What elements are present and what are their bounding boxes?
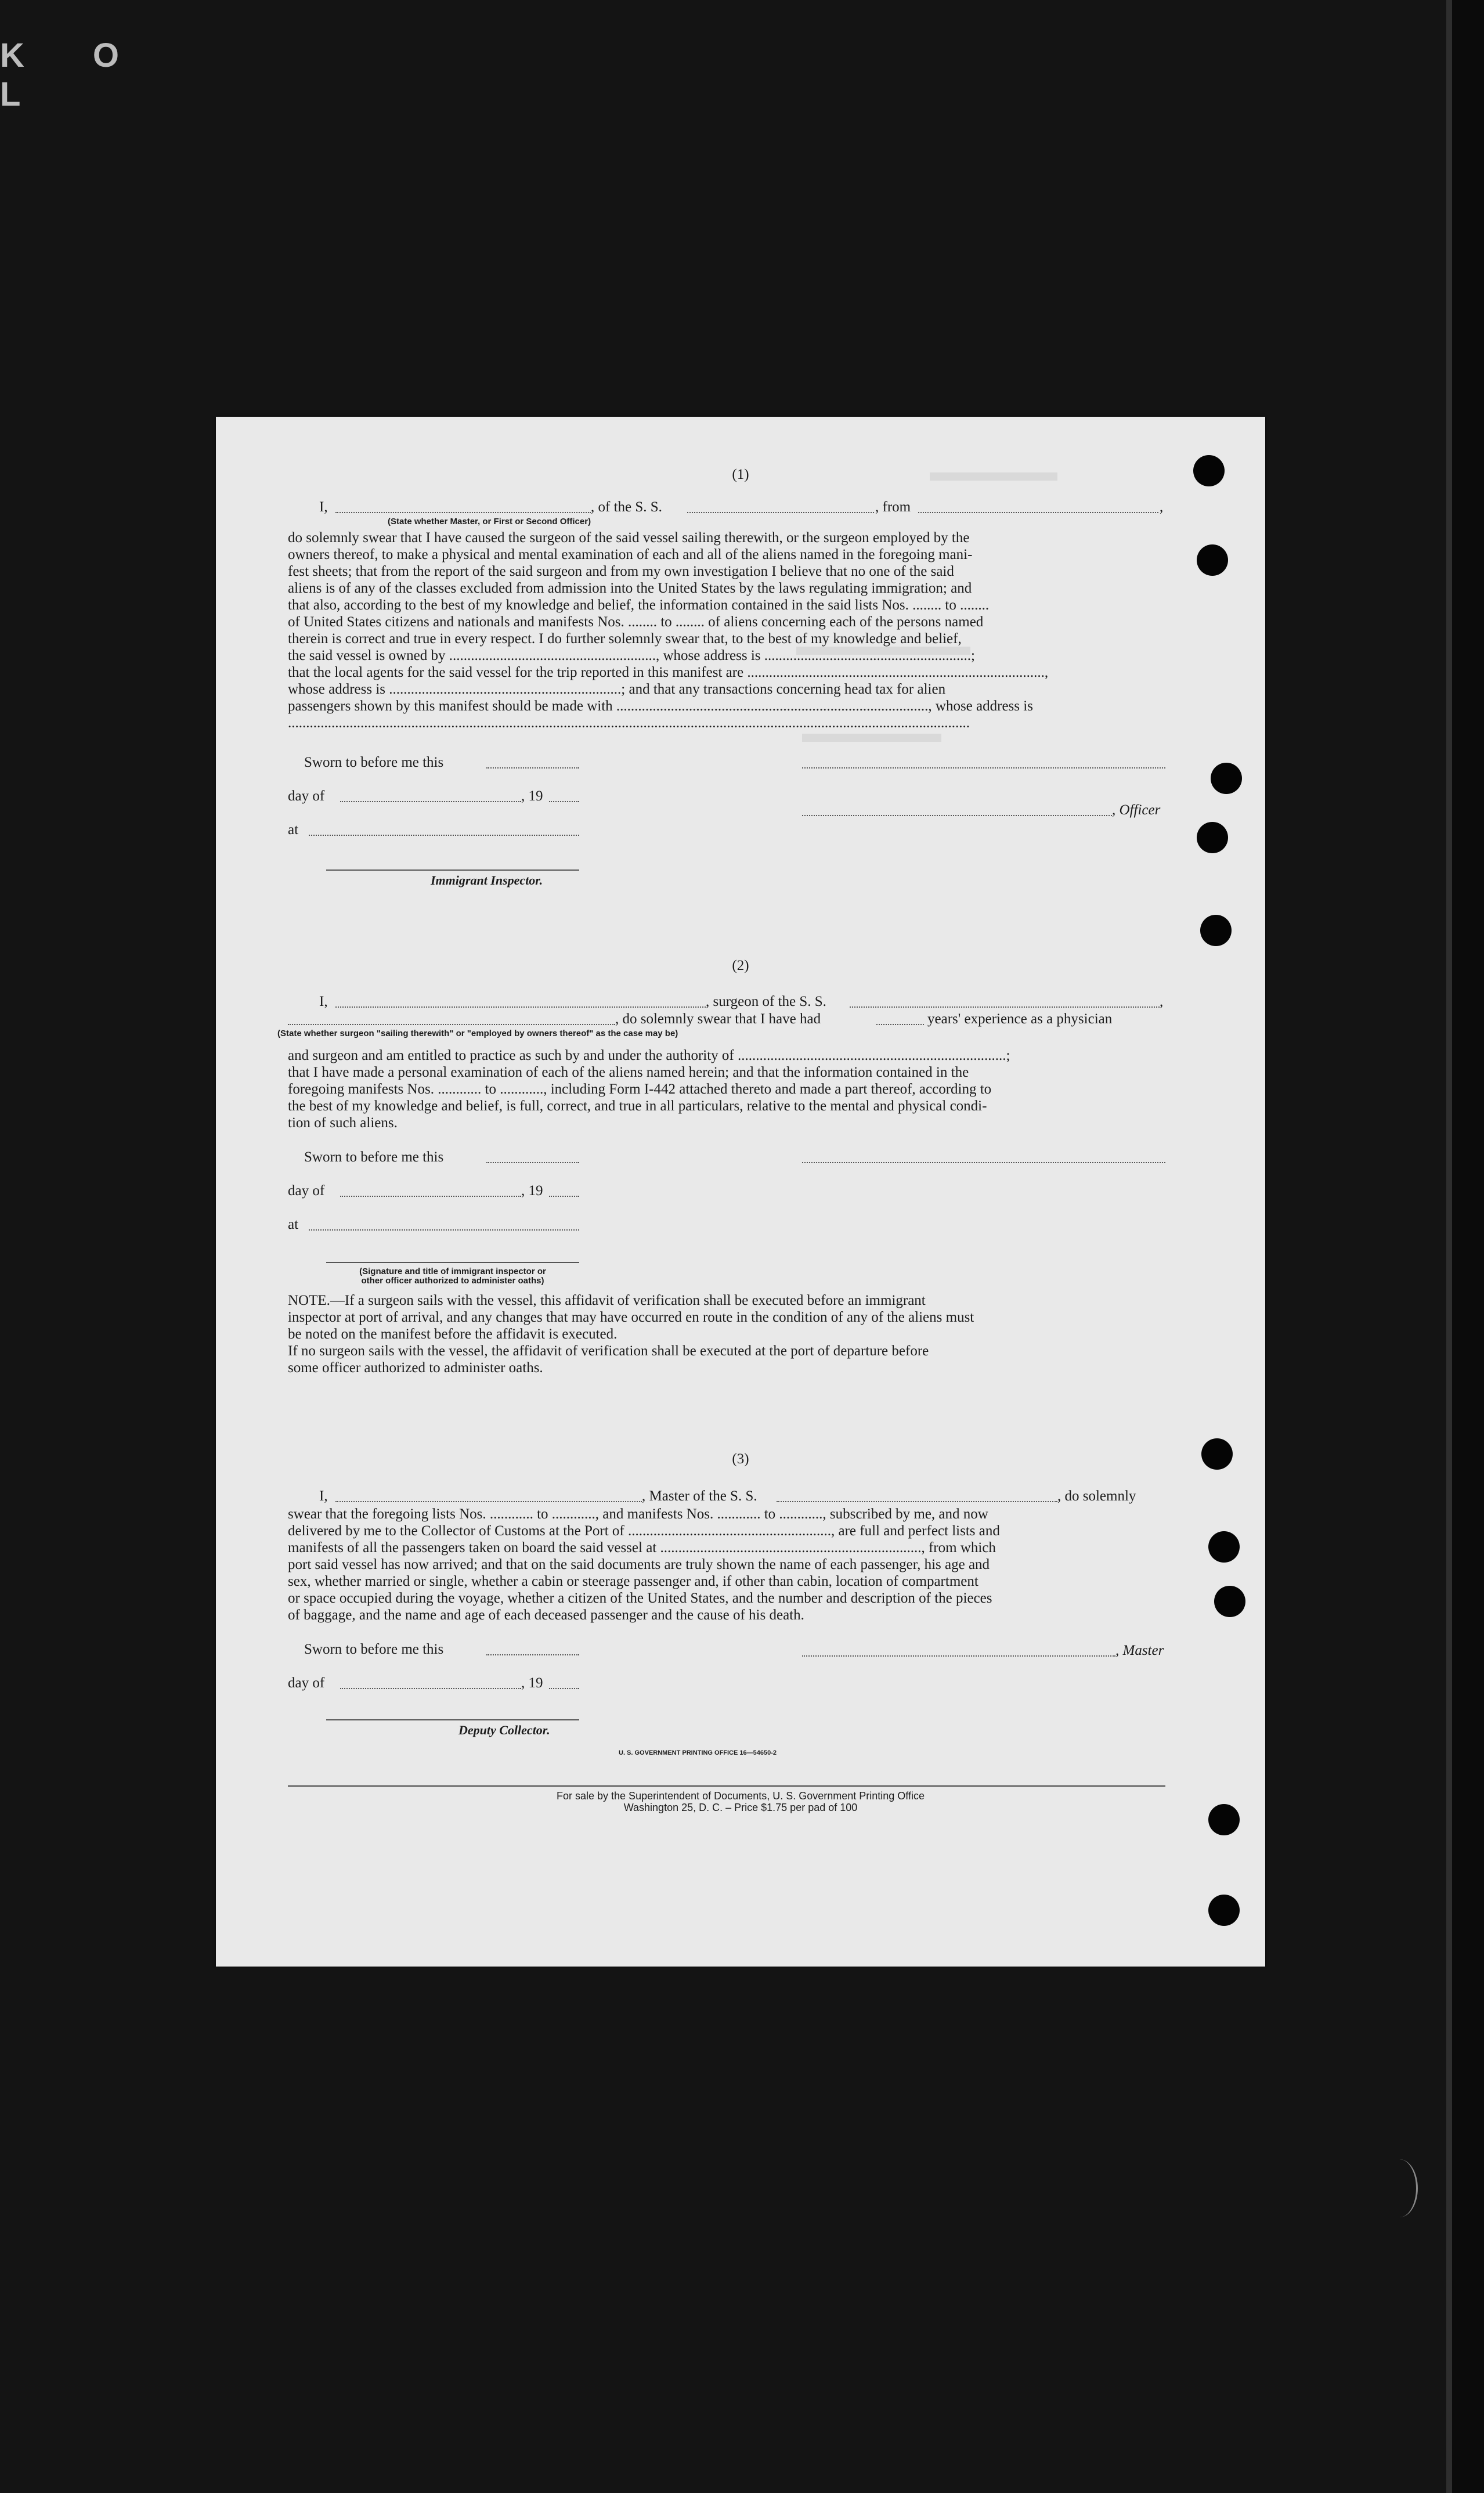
body-line: tion of such aliens.	[288, 1115, 398, 1131]
punch-hole	[1214, 1586, 1245, 1617]
punch-hole	[1211, 763, 1242, 794]
section-number: (1)	[732, 467, 749, 482]
inspector-signature-line	[326, 870, 579, 871]
section1-body	[288, 529, 1165, 731]
year-blank	[549, 801, 579, 802]
signature-caption-line1: (Signature and title of immigrant inspector or	[359, 1267, 546, 1276]
year-label: , 19	[521, 1675, 543, 1691]
body-line: the said vessel is owned by ........................................................., whose address is .........................................................;	[288, 648, 975, 663]
body-line: therein is correct and true in every respect. I do further solemnly swear that, to the best of my knowledge and belief,	[288, 631, 962, 647]
film-strip	[1446, 0, 1452, 2493]
note-line: NOTE.—If a surgeon sails with the vessel, this affidavit of verification shall be executed before an immigrant	[288, 1293, 926, 1308]
section-number: (3)	[732, 1451, 749, 1467]
surgeon-name-blank	[335, 1006, 706, 1008]
years-label: years' experience as a physician	[927, 1011, 1113, 1027]
title-caption: (State whether Master, or First or Second Officer)	[388, 517, 591, 526]
day-of-label: day of	[288, 1183, 325, 1199]
inspector-caption: Immigrant Inspector.	[431, 873, 543, 887]
surgeon-of-label: , surgeon of the S. S.	[706, 994, 826, 1009]
month-blank	[340, 801, 521, 802]
signature-caption-line2: other officer authorized to administer oaths)	[361, 1276, 544, 1286]
show-through	[802, 734, 941, 742]
body-line: the best of my knowledge and belief, is full, correct, and true in all particulars, relative to the mental and physical condi-	[288, 1098, 987, 1114]
surgeon-status-blank	[288, 1024, 615, 1025]
section3-body	[288, 1506, 1165, 1623]
body-line: or space occupied during the voyage, whether a citizen of the United States, and the number and description of the pieces	[288, 1590, 992, 1606]
sworn-blank	[486, 767, 579, 769]
film-corner-letters	[0, 36, 209, 113]
at-blank	[309, 835, 579, 836]
note-line: some officer authorized to administer oaths.	[288, 1360, 543, 1376]
film-letter: K	[0, 37, 93, 74]
film-edge	[1452, 0, 1484, 2493]
section2-opening-I: I,	[319, 994, 328, 1009]
body-line: that the local agents for the said vessel for the trip reported in this manifest are ..................................................................................,	[288, 665, 1049, 680]
body-line: do solemnly swear that I have caused the surgeon of the said vessel sailing therewith, or the surgeon employed by the	[288, 530, 970, 546]
sworn-blank	[486, 1162, 579, 1163]
sworn-label: Sworn to before me this	[304, 755, 444, 770]
body-line: fest sheets; that from the report of the said surgeon and from my own investigation I believe that no one of the said	[288, 564, 954, 579]
surgeon-signature-blank	[802, 1162, 1165, 1163]
body-line: ............................................................................................................................................................................................	[288, 715, 970, 731]
section1-opening-I: I,	[319, 499, 328, 515]
body-line: manifests of all the passengers taken on board the said vessel at ........................................................................, from which	[288, 1540, 996, 1556]
port-from-blank	[918, 512, 1158, 513]
note-line: be noted on the manifest before the affidavit is executed.	[288, 1326, 618, 1342]
section1-from: , from	[875, 499, 911, 515]
section3-opening-I: I,	[319, 1488, 328, 1504]
body-line: owners thereof, to make a physical and mental examination of each and all of the aliens named in the foregoing mani-	[288, 547, 973, 562]
body-line: of baggage, and the name and age of each deceased passenger and the cause of his death.	[288, 1607, 804, 1623]
deputy-caption: Deputy Collector.	[458, 1723, 550, 1737]
section-number: (2)	[732, 958, 749, 973]
punch-hole	[1197, 544, 1228, 576]
film-letter: L	[0, 75, 89, 113]
at-blank	[309, 1229, 579, 1231]
year-blank	[549, 1196, 579, 1197]
body-line: that also, according to the best of my knowledge and belief, the information contained in the said lists Nos. ........ to ........	[288, 597, 990, 613]
vessel-name-blank	[850, 1006, 1160, 1008]
years-blank	[876, 1024, 924, 1025]
body-line: delivered by me to the Collector of Customs at the Port of ........................................................, are full and perfect lists and	[288, 1523, 1000, 1539]
body-line: whose address is ................................................................; and that any transactions concerning head tax for alien	[288, 681, 946, 697]
master-of-label: , Master of the S. S.	[642, 1488, 757, 1504]
gpo-imprint: U. S. GOVERNMENT PRINTING OFFICE 16—54650-2	[619, 1749, 777, 1756]
master-label: , Master	[1115, 1643, 1164, 1658]
year-label: , 19	[521, 1183, 543, 1199]
vessel-name-blank	[777, 1501, 1057, 1502]
verification-note	[288, 1292, 1165, 1376]
surgeon-caption: (State whether surgeon "sailing therewith" or "employed by owners thereof" as the case may be)	[277, 1029, 678, 1038]
section1-of-the-ss: , of the S. S.	[591, 499, 662, 515]
officer-label: , Officer	[1112, 802, 1161, 818]
note-line: If no surgeon sails with the vessel, the affidavit of verification shall be executed at the port of departure before	[288, 1343, 929, 1359]
do-solemnly-label: , do solemnly	[1057, 1488, 1136, 1504]
do-solemnly-label: , do solemnly swear that I have had	[615, 1011, 821, 1027]
deputy-signature-line	[326, 1719, 579, 1720]
line-end-comma: ,	[1160, 499, 1164, 515]
footer-line1: For sale by the Superintendent of Documents, U. S. Government Printing Office	[557, 1790, 925, 1802]
body-line: and surgeon and am entitled to practice as such by and under the authority of ..........................................................................;	[288, 1048, 1010, 1063]
body-line: passengers shown by this manifest should be made with ......................................................................................, whose address is	[288, 698, 1033, 714]
section2-body	[288, 1047, 1165, 1131]
body-line: aliens is of any of the classes excluded from admission into the United States by the laws regulating immigration; and	[288, 580, 972, 596]
at-label: at	[288, 822, 299, 838]
officer-signature-blank	[802, 767, 1165, 769]
punch-hole	[1200, 915, 1232, 946]
punch-hole	[1208, 1531, 1240, 1563]
year-label: , 19	[521, 788, 543, 804]
body-line: of United States citizens and nationals and manifests Nos. ........ to ........ of aliens concerning each of the persons named	[288, 614, 984, 630]
day-of-label: day of	[288, 788, 325, 804]
sworn-label: Sworn to before me this	[304, 1149, 444, 1165]
body-line: swear that the foregoing lists Nos. ............ to ............, and manifests Nos. ............ to ............, subscribed by me, and now	[288, 1506, 988, 1522]
vessel-name-blank	[687, 512, 874, 513]
film-letter: O	[92, 37, 188, 74]
day-of-label: day of	[288, 1675, 325, 1691]
at-label: at	[288, 1217, 299, 1232]
body-line: sex, whether married or single, whether a cabin or steerage passenger and, if other than cabin, location of compartment	[288, 1574, 978, 1589]
punch-hole	[1208, 1895, 1240, 1926]
film-scratch-mark	[1381, 2159, 1418, 2217]
sworn-blank	[486, 1654, 579, 1655]
sworn-label: Sworn to before me this	[304, 1641, 444, 1657]
footer-rule	[288, 1785, 1165, 1787]
inspector-signature-line	[326, 1262, 579, 1263]
punch-hole	[1197, 822, 1228, 853]
manifest-page	[216, 417, 1265, 1967]
master-signature-blank	[802, 1655, 1115, 1657]
title-blank	[335, 512, 591, 513]
note-line: inspector at port of arrival, and any changes that may have occurred en route in the condition of any of the aliens must	[288, 1309, 974, 1325]
line-end-comma: ,	[1160, 994, 1164, 1009]
month-blank	[340, 1688, 521, 1689]
body-line: that I have made a personal examination of each of the aliens named herein; and that the information contained in the	[288, 1065, 969, 1080]
master-name-blank	[335, 1501, 642, 1502]
footer-line2: Washington 25, D. C. – Price $1.75 per pad of 100	[623, 1802, 858, 1813]
month-blank	[340, 1196, 521, 1197]
body-line: port said vessel has now arrived; and that on the said documents are truly shown the name of each passenger, his age and	[288, 1557, 990, 1572]
body-line: foregoing manifests Nos. ............ to ............, including Form I-442 attached thereto and made a part thereof, according to	[288, 1081, 992, 1097]
officer-name-blank	[802, 815, 1112, 816]
year-blank	[549, 1688, 579, 1689]
